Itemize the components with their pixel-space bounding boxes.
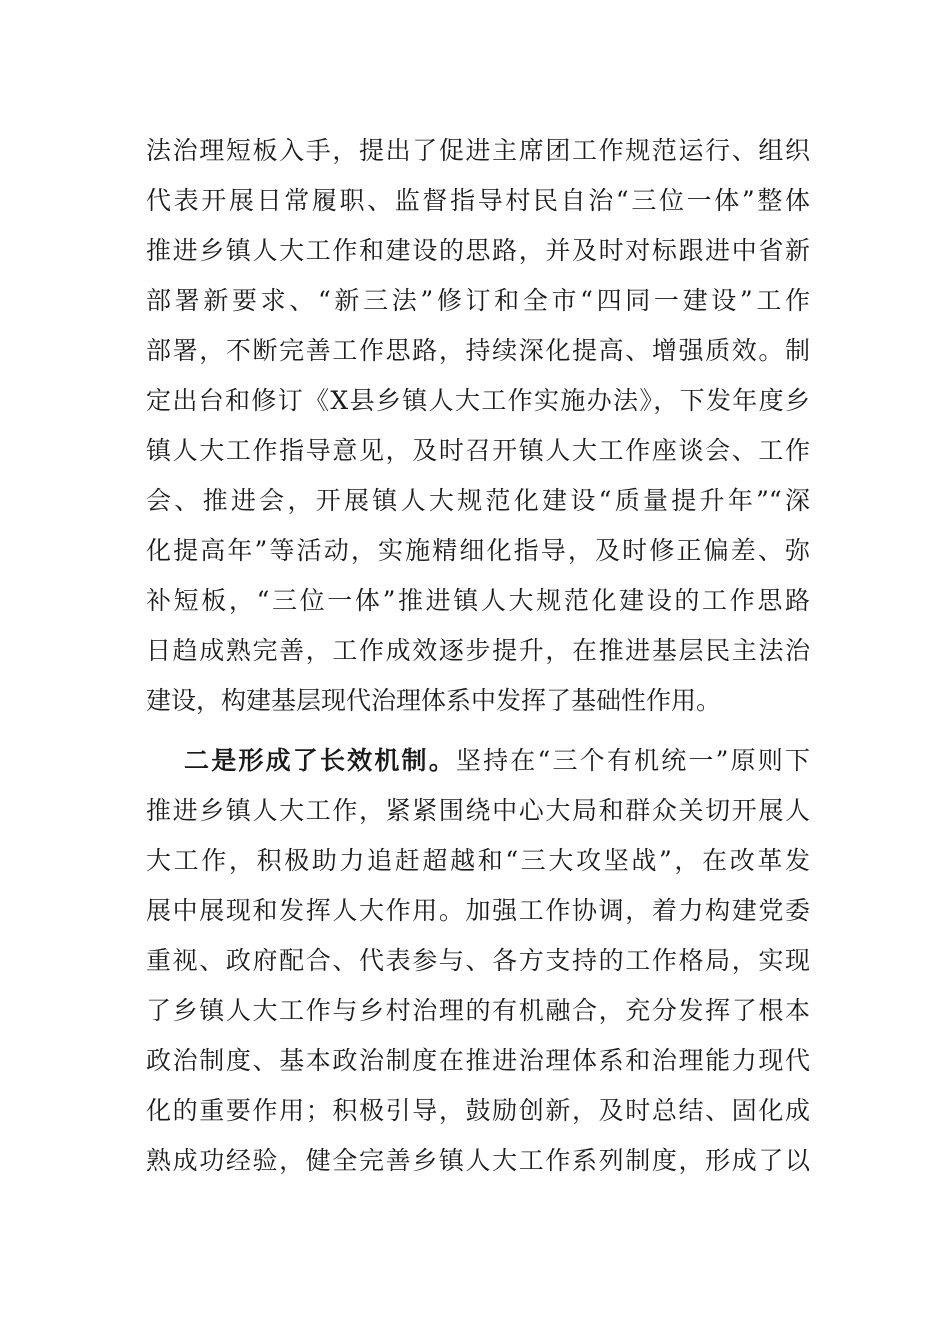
text-line: 重视、政府配合、代表参与、各方支持的工作格局，实现 bbox=[146, 946, 810, 975]
text-line: 推进乡镇人大工作和建设的思路，并及时对标跟进中省新 bbox=[146, 236, 810, 265]
text-line: 展中展现和发挥人大作用。加强工作协调，着力构建党委 bbox=[146, 896, 810, 925]
paragraph-heading: 二是形成了长效机制。 bbox=[184, 746, 456, 775]
paragraph-1 bbox=[146, 126, 810, 726]
text-line: 化的重要作用；积极引导，鼓励创新，及时总结、固化成 bbox=[146, 1096, 810, 1125]
text-line: 部署，不断完善工作思路，持续深化提高、增强质效。制 bbox=[146, 336, 810, 365]
text-segment: 坚持在“三个有机统一”原则下 bbox=[455, 746, 810, 775]
text-line: 日趋成熟完善，工作成效逐步提升，在推进基层民主法治 bbox=[146, 636, 810, 665]
text-line: 大工作，积极助力追赶超越和“三大攻坚战”，在改革发 bbox=[146, 846, 810, 875]
paragraph-2 bbox=[146, 736, 810, 1186]
text-line: 定出台和修订《X县乡镇人大工作实施办法》，下发年度乡 bbox=[146, 386, 810, 415]
text-line: 代表开展日常履职、监督指导村民自治“三位一体”整体 bbox=[146, 186, 810, 215]
text-line: 法治理短板入手，提出了促进主席团工作规范运行、组织 bbox=[146, 136, 810, 165]
text-line: 化提高年”等活动，实施精细化指导，及时修正偏差、弥 bbox=[146, 536, 810, 565]
text-line: 建设，构建基层现代治理体系中发挥了基础性作用。 bbox=[146, 686, 722, 715]
text-line: 部署新要求、“新三法”修订和全市“四同一建设”工作 bbox=[146, 286, 810, 315]
text-line: 熟成功经验，健全完善乡镇人大工作系列制度，形成了以 bbox=[146, 1146, 810, 1175]
text-line: 政治制度、基本政治制度在推进治理体系和治理能力现代 bbox=[146, 1046, 810, 1075]
text-line: 补短板，“三位一体”推进镇人大规范化建设的工作思路 bbox=[146, 586, 810, 615]
text-line: 镇人大工作指导意见，及时召开镇人大工作座谈会、工作 bbox=[146, 436, 810, 465]
text-line: 会、推进会，开展镇人大规范化建设“质量提升年”“深 bbox=[146, 486, 810, 515]
paragraph-2-first-line bbox=[146, 736, 810, 786]
text-line: 了乡镇人大工作与乡村治理的有机融合，充分发挥了根本 bbox=[146, 996, 810, 1025]
text-line: 推进乡镇人大工作，紧紧围绕中心大局和群众关切开展人 bbox=[146, 796, 810, 825]
